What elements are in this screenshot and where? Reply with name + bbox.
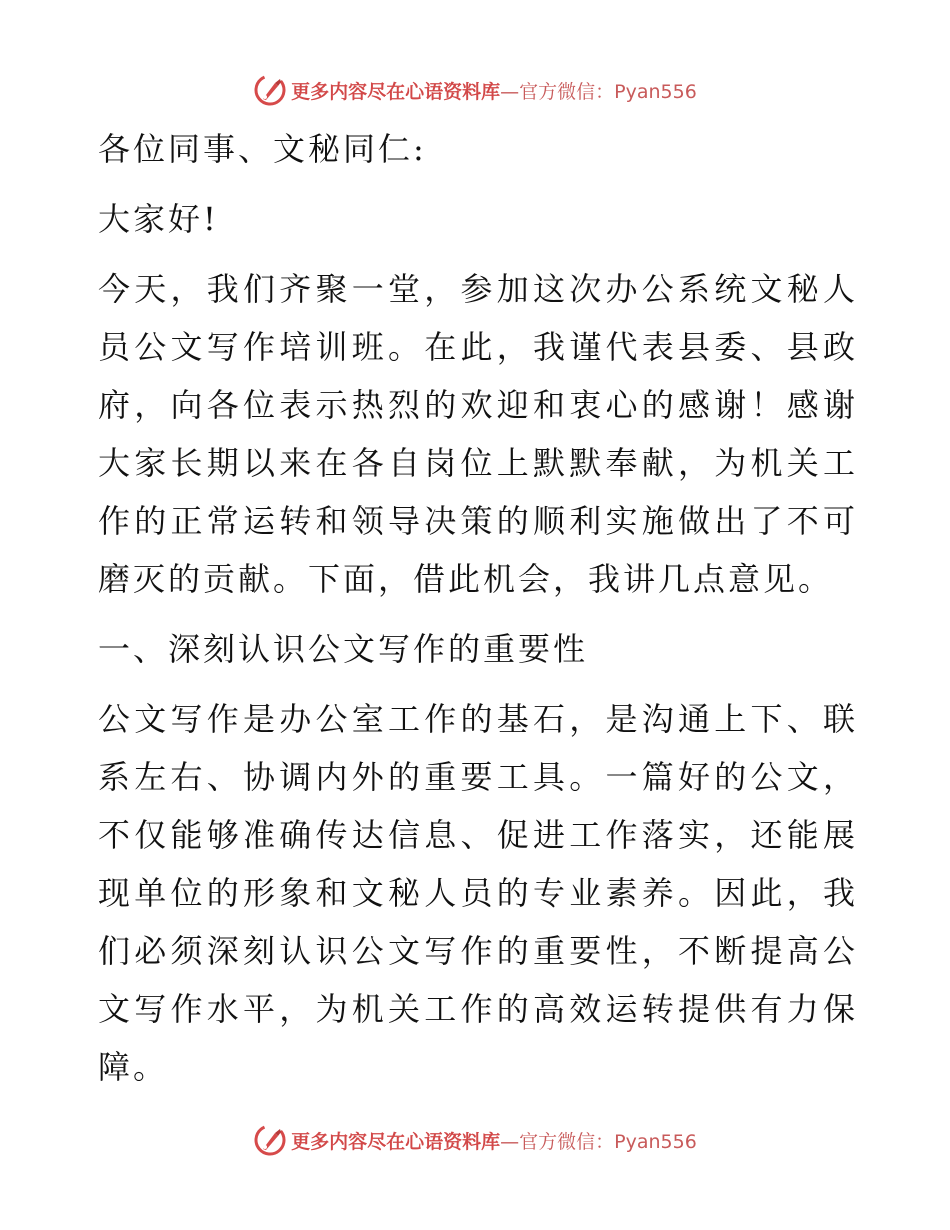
salutation: 各位同事、文秘同仁: <box>98 130 427 168</box>
paragraph-intro: 今天，我们齐聚一堂，参加这次办公系统文秘人员公文写作培训班。在此，我谨代表县委、县政府，向各位表示热烈的欢迎和衷心的感谢！感谢大家长期以来在各自岗位上默默奉献，为机关工作的正常运转和领导决策的顺利实施做出了不可磨灭的贡献。下面，借此机会，我讲几点意见。 <box>98 270 858 598</box>
watermark-text-tail: —官方微信：Pyan556 <box>500 80 697 103</box>
section-heading: 一、深刻认识公文写作的重要性 <box>98 630 589 668</box>
paragraph-importance: 公文写作是办公室工作的基石，是沟通上下、联系左右、协调内外的重要工具。一篇好的公文，不仅能够准确传达信息、促进工作落实，还能展现单位的形象和文秘人员的专业素养。因此，我们必须深刻认识公文写作的重要性，不断提高公文写作水平，为机关工作的高效运转提供有力保障。 <box>98 700 858 1086</box>
header-watermark-banner <box>0 70 950 110</box>
watermark-text-lead: 更多内容尽在心语资料库 <box>291 1130 501 1153</box>
feather-pen-logo-icon <box>253 1123 287 1157</box>
watermark-text <box>291 1127 697 1154</box>
watermark-text-lead: 更多内容尽在心语资料库 <box>291 80 501 103</box>
document-body <box>98 120 858 1096</box>
feather-pen-logo-icon <box>253 73 287 107</box>
footer-watermark-banner <box>0 1120 950 1160</box>
watermark-text-tail: —官方微信：Pyan556 <box>500 1130 697 1153</box>
watermark-text <box>291 77 697 104</box>
greeting: 大家好! <box>98 200 219 238</box>
